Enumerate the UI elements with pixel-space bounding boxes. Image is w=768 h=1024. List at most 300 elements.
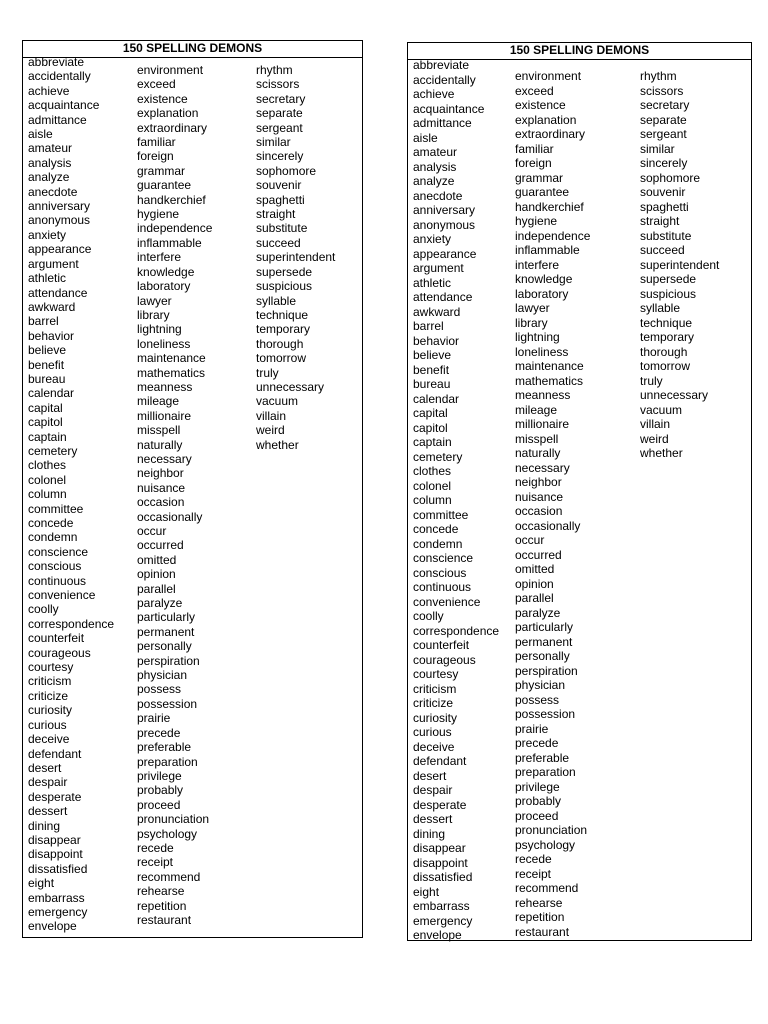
word-item: precede — [515, 736, 559, 750]
word-item: anonymous — [413, 217, 476, 232]
word-item: misspell — [515, 431, 559, 446]
word-item: exceed — [137, 77, 176, 92]
word-item: correspondence — [28, 616, 115, 631]
word-item: accidentally — [28, 69, 91, 84]
word-item: counterfeit — [413, 638, 470, 652]
word-item: condemn — [413, 536, 463, 551]
word-item: benefit — [28, 357, 65, 372]
word-item: meanness — [137, 379, 193, 394]
word-item: calendar — [413, 391, 460, 406]
word-item: athletic — [413, 275, 452, 290]
word-item: pronunciation — [137, 812, 210, 827]
word-item: rehearse — [137, 884, 185, 899]
word-item: defendant — [28, 746, 82, 761]
word-item: library — [515, 315, 548, 330]
word-item: anecdote — [413, 188, 463, 203]
word-item: hygiene — [515, 214, 558, 228]
word-item: eight — [413, 884, 440, 899]
word-item: column — [413, 493, 452, 507]
word-item: condemn — [28, 530, 78, 545]
word-item: disappear — [413, 841, 466, 855]
word-item: analysis — [28, 155, 72, 170]
word-item: courtesy — [413, 667, 459, 681]
word-item: personally — [137, 639, 192, 654]
word-item: clothes — [28, 458, 67, 473]
word-item: laboratory — [515, 286, 569, 301]
word-item: colonel — [413, 478, 452, 493]
word-item: pronunciation — [515, 823, 588, 837]
word-item: permanent — [137, 624, 195, 639]
word-item: recommend — [515, 881, 579, 895]
word-item: familiar — [137, 135, 176, 150]
word-item: lawyer — [137, 293, 172, 308]
word-item: cemetery — [28, 443, 78, 458]
word-item: prairie — [515, 721, 549, 736]
word-item: probably — [515, 794, 562, 808]
word-item: syllable — [256, 293, 297, 308]
word-item: guarantee — [515, 185, 570, 199]
word-item: paralyze — [137, 596, 183, 611]
word-item: recede — [137, 840, 174, 855]
word-item: abbreviate — [28, 55, 85, 69]
word-item: supersede — [256, 264, 313, 279]
word-item: neighbor — [137, 466, 184, 481]
word-item: technique — [256, 307, 309, 322]
word-item: capital — [28, 400, 63, 415]
word-item: despair — [28, 775, 68, 790]
word-item: precede — [137, 725, 181, 740]
word-item: lightning — [515, 330, 560, 344]
word-item: receipt — [515, 866, 552, 881]
word-item: whether — [256, 437, 299, 452]
word-item: dining — [413, 826, 446, 841]
word-item: thorough — [256, 336, 304, 351]
word-item: suspicious — [256, 279, 313, 294]
word-item: anxiety — [28, 227, 67, 242]
word-item: courtesy — [28, 660, 74, 675]
word-item: desert — [28, 760, 62, 775]
word-item: inflammable — [515, 243, 580, 257]
word-item: privilege — [515, 779, 560, 794]
word-item: sophomore — [640, 170, 701, 185]
word-item: disappear — [28, 832, 81, 847]
word-item: anecdote — [28, 184, 78, 199]
word-item: villain — [640, 417, 671, 431]
word-item: occasion — [515, 504, 563, 518]
word-item: repetition — [515, 910, 565, 924]
word-item: handkerchief — [137, 192, 206, 207]
word-item: eight — [28, 876, 55, 891]
word-item: extraordinary — [137, 120, 208, 135]
word-item: behavior — [413, 333, 460, 348]
word-item: sincerely — [256, 149, 304, 164]
word-item: dessert — [28, 804, 68, 819]
word-item: perspiration — [515, 663, 578, 678]
word-item: souvenir — [640, 185, 686, 199]
word-item: supersede — [640, 272, 697, 286]
word-item: interfere — [515, 257, 560, 272]
word-item: capitol — [28, 415, 63, 430]
word-item: analysis — [413, 159, 457, 174]
word-item: admittance — [413, 116, 472, 130]
word-item: committee — [28, 501, 84, 516]
word-item: spaghetti — [256, 192, 305, 207]
word-item: independence — [137, 221, 213, 236]
word-item: anniversary — [28, 199, 91, 214]
word-item: anonymous — [28, 213, 91, 228]
word-item: library — [137, 307, 170, 322]
word-item: mathematics — [137, 365, 206, 380]
spelling-sheet-right — [407, 42, 752, 941]
word-item: vacuum — [640, 402, 683, 417]
word-item: curious — [28, 717, 67, 732]
word-item: believe — [28, 343, 67, 358]
word-item: correspondence — [413, 623, 500, 638]
word-item: coolly — [413, 609, 444, 623]
word-item: tomorrow — [640, 359, 691, 373]
word-item: maintenance — [515, 359, 584, 373]
word-item: unnecessary — [640, 388, 709, 402]
sheet-title: 150 SPELLING DEMONS — [23, 41, 362, 58]
word-item: proceed — [515, 808, 559, 823]
word-item: desert — [413, 768, 447, 783]
word-item: weird — [640, 431, 669, 446]
word-item: syllable — [640, 301, 681, 315]
word-column-2 — [137, 63, 212, 927]
word-item: emergency — [28, 904, 88, 919]
word-item: succeed — [640, 243, 685, 257]
word-item: awkward — [28, 299, 76, 314]
word-item: scissors — [256, 77, 300, 92]
word-item: foreign — [137, 149, 174, 164]
word-item: curious — [413, 725, 452, 739]
word-item: exceed — [515, 83, 554, 98]
word-item: possess — [137, 682, 182, 697]
word-item: preferable — [515, 750, 570, 765]
word-item: anniversary — [413, 203, 476, 217]
word-item: parallel — [515, 591, 554, 605]
word-item: concede — [28, 516, 74, 530]
word-item: continuous — [413, 580, 472, 594]
word-item: millionaire — [515, 417, 570, 431]
word-item: villain — [256, 408, 287, 423]
word-item: occur — [515, 533, 545, 547]
word-item: psychology — [137, 826, 198, 841]
word-item: probably — [137, 783, 184, 798]
word-item: disappoint — [413, 855, 468, 870]
word-item: rhythm — [256, 63, 293, 77]
word-item: possession — [515, 707, 576, 721]
word-item: foreign — [515, 156, 552, 170]
word-item: sergeant — [640, 127, 687, 141]
word-item: preparation — [515, 765, 576, 779]
word-item: explanation — [515, 112, 577, 127]
word-item: neighbor — [515, 475, 562, 489]
word-item: naturally — [515, 446, 561, 460]
word-item: preferable — [137, 740, 192, 755]
word-item: prairie — [137, 711, 171, 726]
word-item: occasionally — [137, 509, 203, 524]
word-item: envelope — [28, 919, 77, 934]
word-item: conscience — [28, 544, 89, 559]
word-item: abbreviate — [413, 58, 470, 72]
word-item: awkward — [413, 304, 461, 319]
word-item: desperate — [28, 789, 82, 804]
word-item: bureau — [413, 377, 451, 391]
word-item: admittance — [28, 112, 87, 127]
word-item: similar — [640, 141, 675, 156]
word-item: amateur — [413, 145, 458, 159]
word-item: misspell — [137, 423, 181, 438]
word-item: physician — [137, 668, 188, 683]
word-item: substitute — [640, 228, 692, 243]
word-item: naturally — [137, 437, 183, 452]
word-item: temporary — [256, 322, 311, 337]
word-item: coolly — [28, 602, 59, 617]
word-item: lawyer — [515, 301, 550, 315]
word-item: hygiene — [137, 207, 180, 222]
word-item: grammar — [515, 170, 564, 185]
word-item: capital — [413, 406, 448, 420]
word-item: capitol — [413, 420, 448, 435]
word-item: recommend — [137, 869, 201, 884]
word-item: omitted — [137, 552, 177, 567]
word-item: sergeant — [256, 120, 303, 135]
word-item: rhythm — [640, 69, 677, 83]
word-item: scissors — [640, 83, 684, 98]
word-item: colonel — [28, 472, 67, 487]
word-item: possession — [137, 696, 198, 711]
word-item: captain — [413, 435, 452, 449]
word-item: loneliness — [137, 336, 191, 351]
word-item: criticize — [28, 688, 69, 703]
word-item: tomorrow — [256, 351, 307, 366]
word-column-2 — [515, 69, 590, 939]
word-item: appearance — [413, 246, 477, 261]
word-item: preparation — [137, 754, 198, 769]
spelling-sheet-left — [22, 40, 363, 938]
word-item: knowledge — [137, 264, 195, 279]
word-item: laboratory — [137, 279, 191, 294]
word-item: weird — [256, 423, 285, 438]
word-item: grammar — [137, 163, 186, 178]
word-item: curiosity — [28, 703, 73, 718]
word-item: dissatisfied — [28, 861, 88, 876]
word-item: argument — [413, 261, 464, 275]
word-item: despair — [413, 783, 453, 797]
word-item: bureau — [28, 371, 66, 386]
word-item: possess — [515, 692, 560, 707]
word-item: cemetery — [413, 449, 463, 464]
word-item: occurred — [515, 547, 562, 562]
word-item: convenience — [28, 588, 96, 603]
word-item: opinion — [515, 576, 554, 591]
word-item: similar — [256, 135, 291, 150]
word-column-3 — [256, 63, 335, 452]
word-item: aisle — [28, 127, 53, 142]
word-item: conscious — [28, 559, 82, 574]
word-item: athletic — [28, 271, 67, 286]
word-item: independence — [515, 228, 591, 243]
word-item: temporary — [640, 330, 695, 344]
word-item: committee — [413, 507, 469, 522]
word-item: believe — [413, 348, 452, 362]
word-item: dissatisfied — [413, 870, 473, 884]
word-item: analyze — [28, 170, 70, 185]
word-item: nuisance — [515, 489, 564, 504]
word-item: psychology — [515, 837, 576, 852]
word-item: explanation — [137, 106, 199, 121]
word-item: courageous — [413, 652, 476, 667]
word-item: existence — [137, 91, 188, 106]
word-item: acquaintance — [413, 101, 485, 116]
word-item: dining — [28, 818, 61, 833]
word-item: disappoint — [28, 847, 83, 862]
word-item: recede — [515, 852, 552, 866]
word-item: secretary — [640, 98, 690, 112]
word-item: parallel — [137, 581, 176, 596]
word-item: desperate — [413, 797, 467, 812]
word-item: argument — [28, 256, 79, 271]
word-item: substitute — [256, 221, 308, 236]
word-item: handkerchief — [515, 199, 584, 214]
word-item: opinion — [137, 567, 176, 582]
word-item: paralyze — [515, 605, 561, 620]
word-item: criticism — [413, 681, 457, 696]
word-item: concede — [413, 522, 459, 536]
word-item: meanness — [515, 388, 571, 402]
word-item: necessary — [515, 460, 570, 475]
word-item: particularly — [515, 620, 574, 634]
word-item: straight — [640, 214, 680, 228]
word-item: truly — [640, 373, 663, 388]
word-item: spaghetti — [640, 199, 689, 214]
word-item: emergency — [413, 913, 473, 928]
word-item: particularly — [137, 610, 196, 625]
word-item: behavior — [28, 328, 75, 343]
word-column-1 — [413, 58, 499, 943]
word-item: calendar — [28, 386, 75, 401]
word-item: straight — [256, 207, 296, 222]
word-item: occurred — [137, 538, 184, 553]
word-item: restaurant — [515, 924, 570, 939]
word-item: deceive — [28, 732, 70, 747]
word-item: personally — [515, 649, 570, 663]
word-item: analyze — [413, 174, 455, 188]
word-item: maintenance — [137, 351, 206, 366]
word-item: benefit — [413, 362, 450, 377]
word-item: convenience — [413, 594, 481, 609]
word-item: inflammable — [137, 235, 202, 250]
word-item: mathematics — [515, 373, 584, 388]
word-item: superintendent — [640, 257, 720, 272]
word-item: conscience — [413, 551, 474, 565]
word-item: anxiety — [413, 232, 452, 246]
word-item: vacuum — [256, 394, 299, 409]
word-item: millionaire — [137, 408, 192, 423]
sheet-title: 150 SPELLING DEMONS — [408, 43, 751, 60]
word-item: occasion — [137, 495, 185, 510]
word-item: extraordinary — [515, 127, 586, 141]
word-item: mileage — [515, 402, 558, 417]
word-item: existence — [515, 98, 566, 112]
word-item: barrel — [413, 319, 444, 333]
word-item: criticism — [28, 674, 72, 689]
word-item: embarrass — [413, 899, 470, 913]
word-item: physician — [515, 678, 566, 692]
word-item: attendance — [413, 290, 473, 304]
word-item: embarrass — [28, 890, 85, 905]
word-item: continuous — [28, 573, 87, 588]
word-item: separate — [256, 106, 303, 121]
word-item: clothes — [413, 464, 452, 478]
word-item: lightning — [137, 322, 182, 337]
word-item: restaurant — [137, 912, 192, 927]
word-item: appearance — [28, 242, 92, 257]
word-item: thorough — [640, 344, 688, 359]
word-item: interfere — [137, 250, 182, 265]
word-item: suspicious — [640, 286, 697, 301]
word-item: barrel — [28, 314, 59, 329]
word-item: familiar — [515, 141, 554, 156]
word-item: accidentally — [413, 72, 476, 87]
word-item: curiosity — [413, 710, 458, 725]
word-item: occur — [137, 524, 167, 538]
word-item: unnecessary — [256, 379, 325, 394]
word-item: superintendent — [256, 250, 336, 265]
word-item: omitted — [515, 562, 555, 576]
word-item: guarantee — [137, 178, 192, 193]
word-column-3 — [640, 69, 719, 461]
word-item: mileage — [137, 394, 180, 409]
word-item: whether — [640, 446, 683, 460]
word-item: conscious — [413, 565, 467, 580]
word-item: separate — [640, 112, 687, 127]
word-item: proceed — [137, 797, 181, 812]
word-item: technique — [640, 315, 693, 330]
word-column-1 — [28, 55, 114, 934]
word-item: acquaintance — [28, 98, 100, 113]
word-item: rehearse — [515, 895, 563, 910]
word-item: succeed — [256, 235, 301, 250]
word-item: environment — [137, 63, 204, 77]
word-item: environment — [515, 69, 582, 83]
word-item: necessary — [137, 451, 192, 466]
word-item: achieve — [413, 87, 455, 101]
word-item: perspiration — [137, 653, 200, 668]
word-item: envelope — [413, 928, 462, 942]
word-item: truly — [256, 365, 279, 380]
word-item: aisle — [413, 130, 438, 145]
word-item: loneliness — [515, 344, 569, 359]
word-item: criticize — [413, 696, 454, 710]
word-item: dessert — [413, 812, 453, 826]
word-item: defendant — [413, 754, 467, 768]
word-item: repetition — [137, 898, 187, 913]
word-item: captain — [28, 429, 67, 444]
word-item: courageous — [28, 645, 91, 660]
word-item: nuisance — [137, 480, 186, 495]
word-item: permanent — [515, 634, 573, 649]
word-item: souvenir — [256, 178, 302, 193]
word-item: attendance — [28, 285, 88, 300]
word-item: counterfeit — [28, 631, 85, 646]
word-item: occasionally — [515, 518, 581, 533]
word-item: achieve — [28, 83, 70, 98]
word-item: sophomore — [256, 163, 317, 178]
word-item: privilege — [137, 768, 182, 783]
word-item: deceive — [413, 739, 455, 754]
